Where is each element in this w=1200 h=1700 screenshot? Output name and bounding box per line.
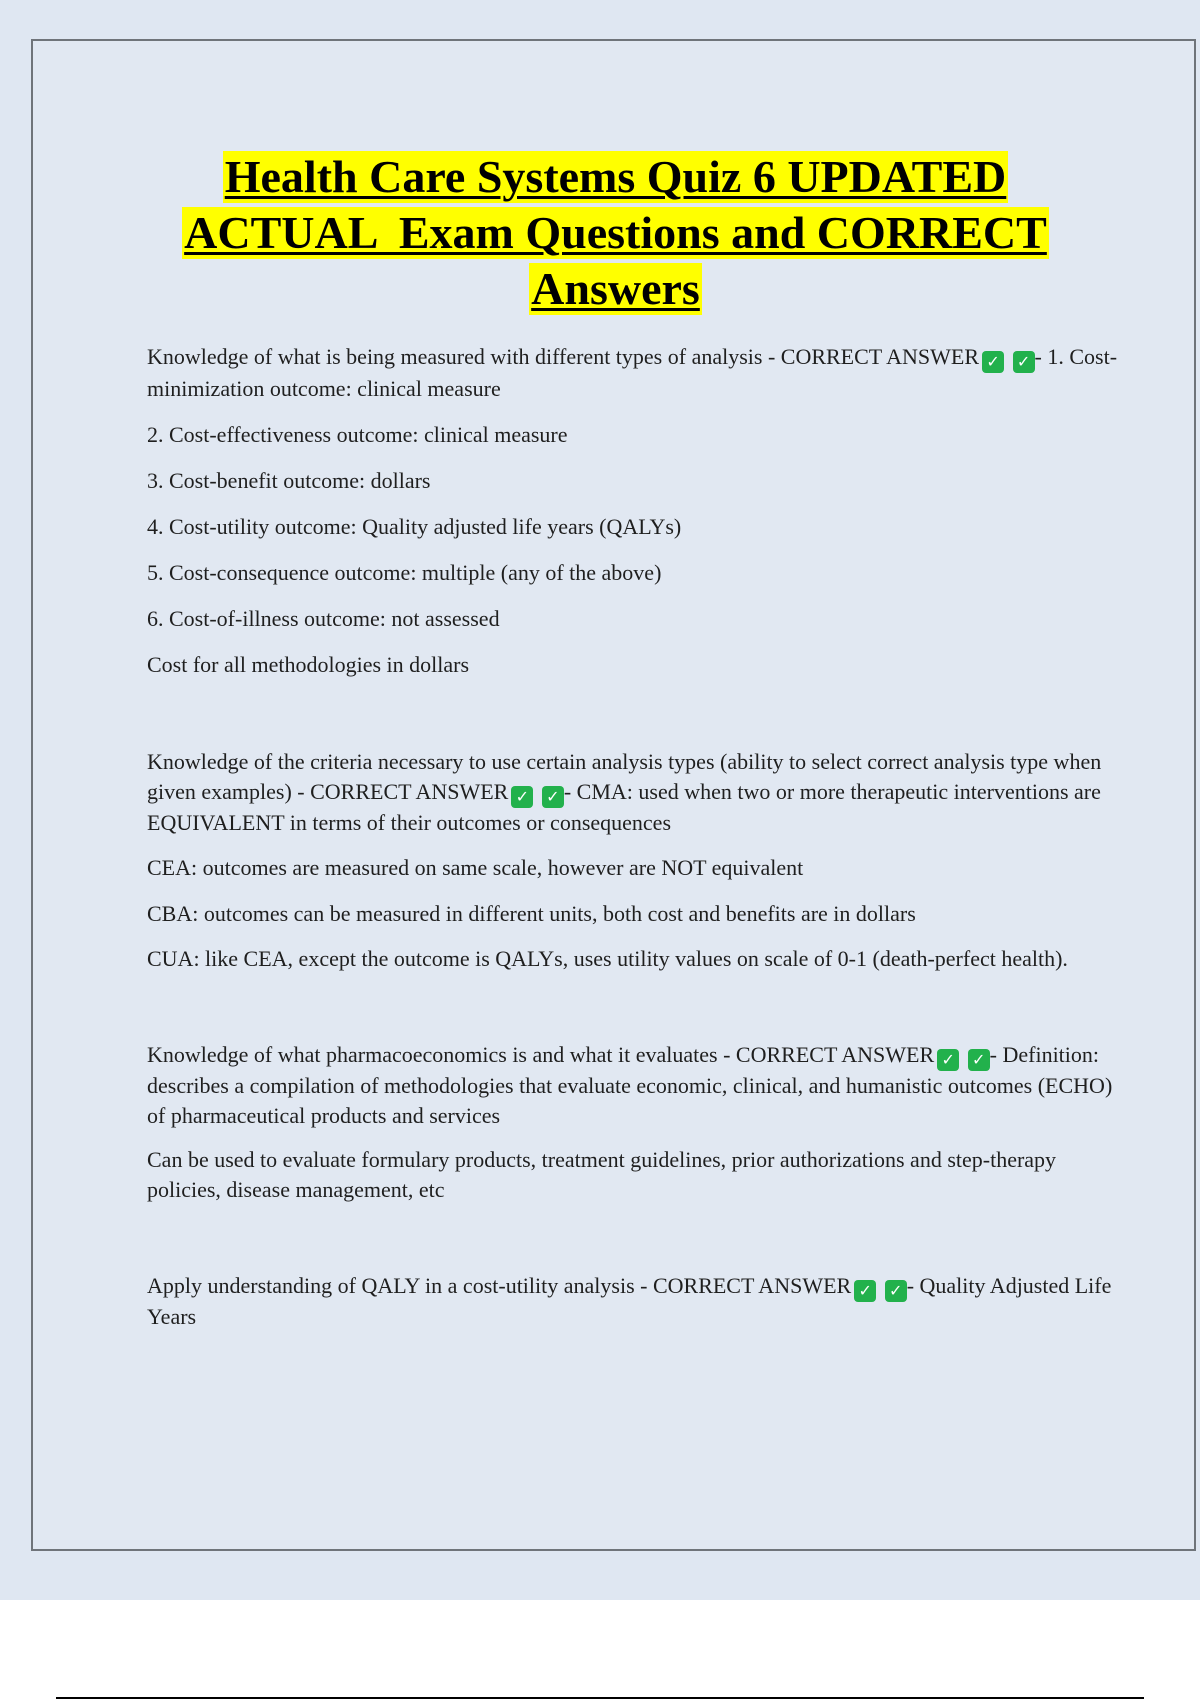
qa-item	[147, 1040, 1127, 1205]
check-icon: ✓	[542, 786, 564, 808]
spacer	[147, 695, 1127, 747]
spacer	[147, 1219, 1127, 1271]
answer-lead: - Definition: describes a compilation of methodologies that evaluate economic, clinical, and humanistic outcomes (ECHO) of pharmaceutical products and services	[147, 1042, 1113, 1128]
check-icon: ✓	[937, 1049, 959, 1071]
qa-question-line	[147, 341, 1127, 405]
qa-question-line	[147, 747, 1127, 838]
answer-line: 2. Cost-effectiveness outcome: clinical measure	[147, 422, 568, 447]
answer-line: CUA: like CEA, except the outcome is QALYs, uses utility values on scale of 0-1 (death-perfect health).	[147, 946, 1068, 971]
check-icon: ✓	[885, 1280, 907, 1302]
answer-line: 5. Cost-consequence outcome: multiple (any of the above)	[147, 560, 662, 585]
question-text: Knowledge of the criteria necessary to use certain analysis types (ability to select correct analysis type when given examples) - CORRECT ANSWER	[147, 749, 1102, 804]
check-icon: ✓	[854, 1280, 876, 1302]
answer-lead: - 1. Cost-minimization outcome: clinical measure	[147, 344, 1118, 401]
answer-lead: - Quality Adjusted Life Years	[147, 1273, 1112, 1329]
question-text: Apply understanding of QALY in a cost-utility analysis - CORRECT ANSWER	[147, 1273, 852, 1298]
answer-lead: - CMA: used when two or more therapeutic interventions are EQUIVALENT in terms of their outcomes or consequences	[147, 779, 1101, 835]
document-title	[33, 149, 1198, 317]
answer-line: CEA: outcomes are measured on same scale, however are NOT equivalent	[147, 855, 804, 880]
answer-line: 3. Cost-benefit outcome: dollars	[147, 468, 431, 493]
document-page	[31, 39, 1196, 1551]
title-line-3: Answers	[531, 263, 700, 314]
qa-question-line	[147, 1271, 1127, 1332]
answer-line: Cost for all methodologies in dollars	[147, 652, 470, 677]
check-icon: ✓	[511, 786, 533, 808]
check-icon: ✓	[1013, 351, 1035, 373]
question-text: Knowledge of what pharmacoeconomics is and what it evaluates - CORRECT ANSWER	[147, 1042, 935, 1067]
qa-item	[147, 1271, 1127, 1332]
answer-line: Can be used to evaluate formulary products, treatment guidelines, prior authorizations and step-therapy policies, disease management, etc	[147, 1147, 1057, 1202]
question-text: Knowledge of what is being measured with different types of analysis - CORRECT ANSWER	[147, 344, 980, 369]
check-icon: ✓	[968, 1049, 990, 1071]
qa-item	[147, 747, 1127, 974]
title-line-1: Health Care Systems Quiz 6 UPDATED	[224, 151, 1007, 202]
answer-line: CBA: outcomes can be measured in different units, both cost and benefits are in dollars	[147, 901, 916, 926]
check-icon: ✓	[982, 351, 1004, 373]
qa-item	[147, 341, 1127, 681]
title-line-2: ACTUAL Exam Questions and CORRECT	[184, 207, 1047, 258]
footer-divider	[56, 1697, 1144, 1699]
qa-content	[147, 341, 1127, 1346]
answer-line: 4. Cost-utility outcome: Quality adjusted life years (QALYs)	[147, 514, 682, 539]
qa-question-line	[147, 1040, 1127, 1131]
answer-line: 6. Cost-of-illness outcome: not assessed	[147, 606, 500, 631]
spacer	[147, 988, 1127, 1040]
